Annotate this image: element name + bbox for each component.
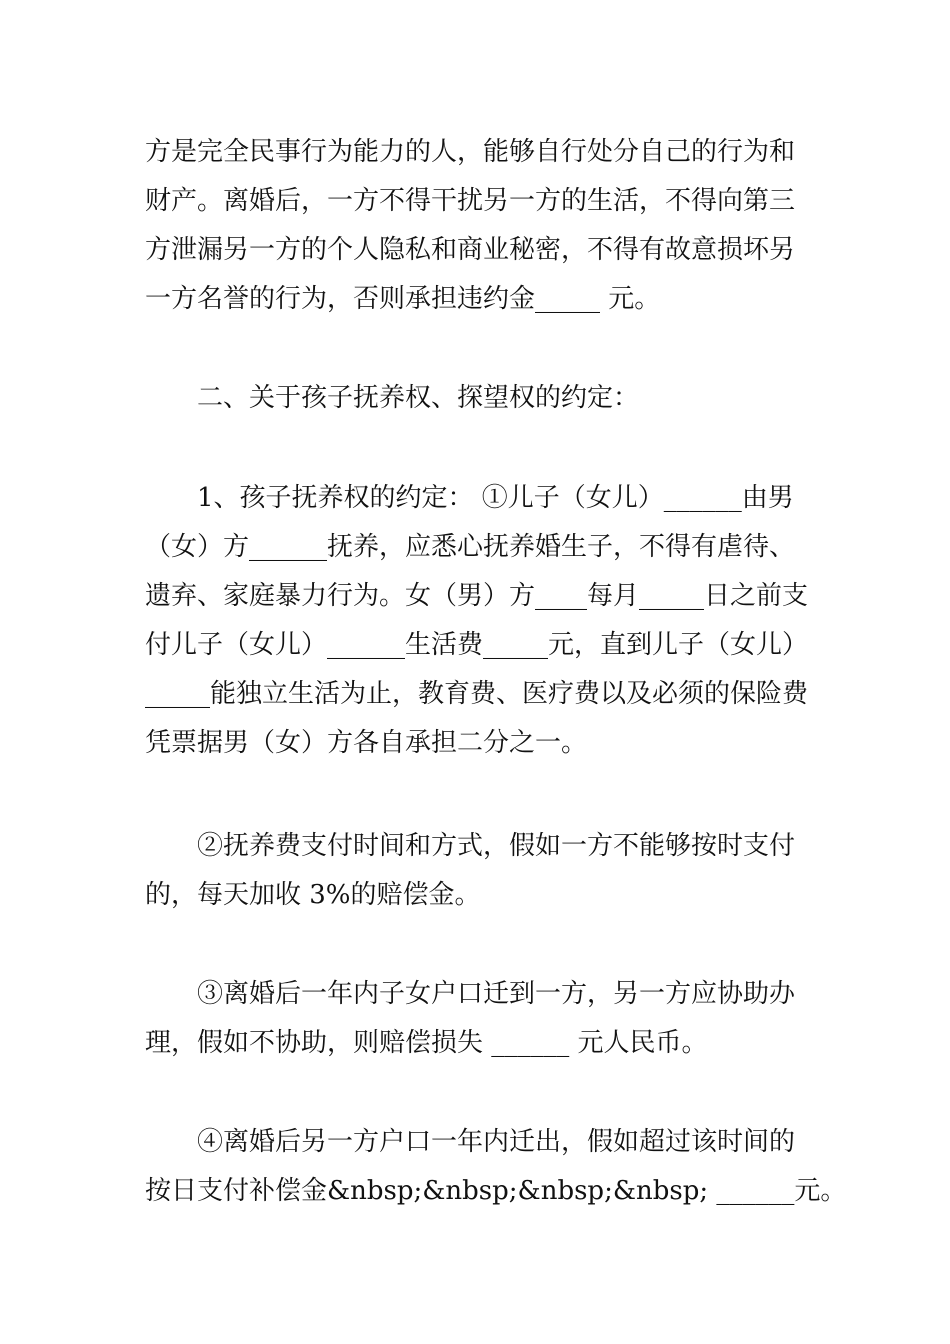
text-line: ④离婚后另一方户口一年内迁出，假如超过该时间的 — [197, 1127, 796, 1157]
text-line: （女）方______抚养，应悉心抚养婚生子，不得有虐待、 — [145, 532, 796, 562]
text-line: 凭票据男（女）方各自承担二分之一。 — [145, 728, 588, 758]
text-line: ②抚养费支付时间和方式，假如一方不能够按时支付 — [197, 831, 796, 861]
text-line: 理，假如不协助，则赔偿损失 ______ 元人民币。 — [145, 1028, 708, 1058]
text-line: 付儿子（女儿）______生活费_____元，直到儿子（女儿） — [145, 630, 809, 660]
text-line: 遗弃、家庭暴力行为。女（男）方____每月_____日之前支 — [145, 581, 809, 611]
text-line: 1、孩子抚养权的约定： ①儿子（女儿）______由男 — [197, 483, 794, 513]
text-line: 二、关于孩子抚养权、探望权的约定： — [197, 383, 640, 413]
text-line: 方泄漏另一方的个人隐私和商业秘密，不得有故意损坏另 — [145, 235, 796, 265]
text-line: _____能独立生活为止，教育费、医疗费以及必须的保险费 — [145, 679, 809, 709]
text-line: 一方名誉的行为，否则承担违约金_____ 元。 — [145, 284, 661, 314]
text-line: 按日支付补偿金&nbsp;&nbsp;&nbsp;&nbsp; ______元。 — [145, 1176, 847, 1206]
paragraph-confidentiality-clause — [145, 128, 810, 324]
paragraph-household-registration — [145, 970, 810, 1068]
text-line: 财产。离婚后，一方不得干扰另一方的生活，不得向第三 — [145, 186, 796, 216]
text-line: ③离婚后一年内子女户口迁到一方，另一方应协助办 — [197, 979, 796, 1009]
paragraph-relocation-compensation — [145, 1118, 847, 1216]
paragraph-custody-agreement — [145, 474, 810, 768]
section-heading-custody — [145, 374, 810, 423]
text-line: 方是完全民事行为能力的人，能够自行处分自己的行为和 — [145, 137, 796, 167]
paragraph-support-payment — [145, 822, 810, 920]
text-line: 的，每天加收 3%的赔偿金。 — [145, 880, 481, 910]
